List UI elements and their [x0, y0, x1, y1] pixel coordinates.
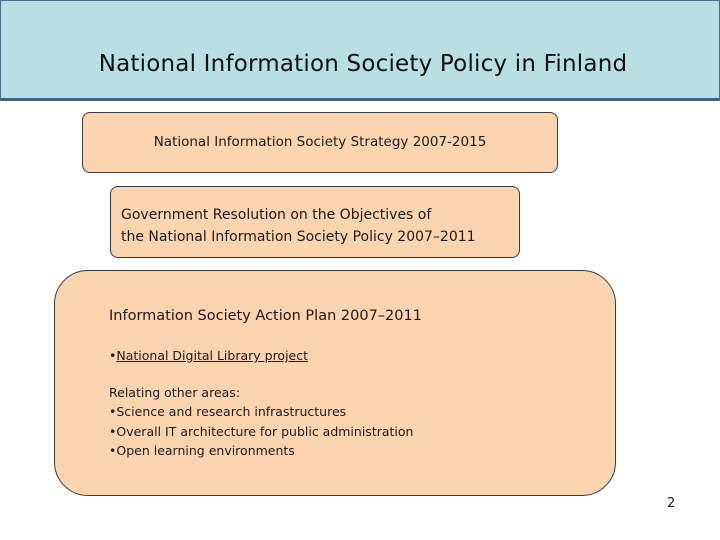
- project-item: [109, 348, 615, 363]
- related-item: •Science and research infrastructures: [109, 404, 347, 420]
- resolution-line-1: Government Resolution on the Objectives of: [121, 207, 432, 223]
- related-item: •Overall IT architecture for public administration: [109, 423, 414, 439]
- resolution-box: [110, 186, 520, 258]
- related-areas: [109, 383, 615, 460]
- slide-number: 2: [667, 496, 676, 511]
- project-bullet: •: [109, 348, 117, 363]
- title-bar: [0, 0, 720, 101]
- action-plan-title: Information Society Action Plan 2007–2011: [109, 308, 422, 324]
- resolution-line-2: the National Information Society Policy 2007–2011: [121, 229, 476, 245]
- action-plan-box: [54, 270, 616, 496]
- slide-title: National Information Society Policy in Finland: [98, 50, 628, 77]
- strategy-box: [82, 112, 558, 173]
- related-item: •Open learning environments: [109, 442, 295, 458]
- strategy-label: National Information Society Strategy 2007-2015: [153, 133, 487, 150]
- digital-library-link[interactable]: National Digital Library project: [116, 348, 309, 363]
- related-heading: Relating other areas:: [109, 385, 241, 400]
